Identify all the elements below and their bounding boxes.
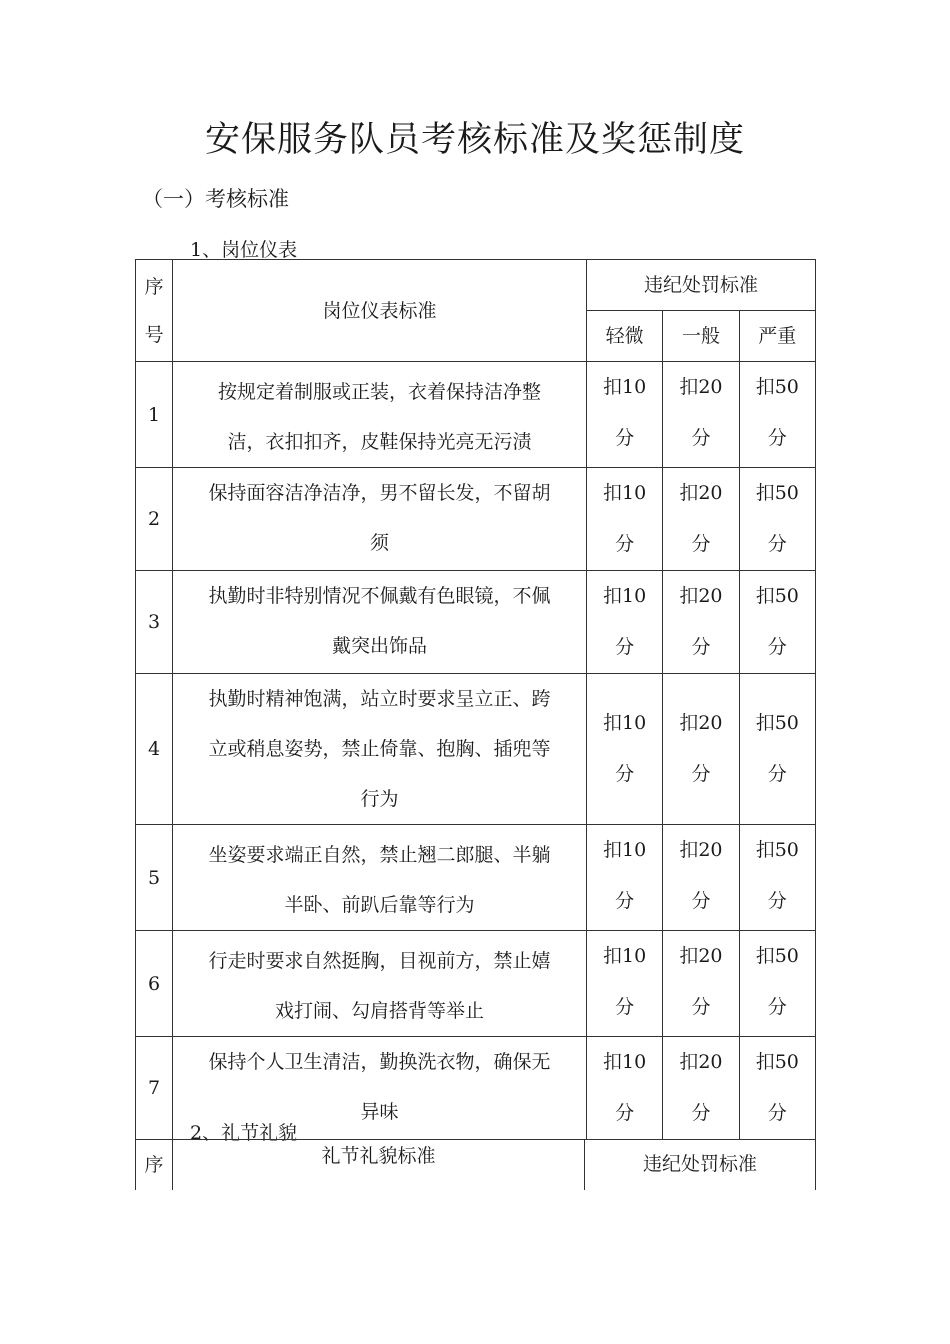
penalty-normal bbox=[663, 362, 739, 468]
header-serial-number bbox=[136, 260, 173, 362]
standard-text-line: 洁，衣扣扣齐，皮鞋保持光亮无污渍 bbox=[227, 431, 532, 453]
penalty-light bbox=[586, 674, 662, 825]
penalty-severe-unit: 分 bbox=[767, 427, 787, 449]
row-standard-text bbox=[173, 825, 587, 931]
header-serial-line2: 号 bbox=[144, 323, 164, 346]
penalty-severe-amount: 扣50 bbox=[755, 585, 799, 607]
penalty-normal-unit: 分 bbox=[691, 763, 711, 785]
standard-text-line: 行走时要求自然挺胸，目视前方，禁止嬉 bbox=[208, 950, 551, 972]
penalty-severe-amount: 扣50 bbox=[755, 1051, 799, 1073]
appearance-standards-table bbox=[135, 259, 816, 1140]
penalty-severe bbox=[739, 931, 815, 1037]
penalty-severe-amount: 扣50 bbox=[755, 712, 799, 734]
penalty-normal-amount: 扣20 bbox=[679, 1051, 723, 1073]
penalty-severe-amount: 扣50 bbox=[755, 482, 799, 504]
standard-text-line: 立或稍息姿势，禁止倚靠、抱胸、插兜等 bbox=[208, 738, 551, 760]
penalty-severe-unit: 分 bbox=[767, 763, 787, 785]
penalty-light-unit: 分 bbox=[615, 427, 635, 449]
penalty-normal bbox=[663, 1037, 739, 1140]
penalty-severe-unit: 分 bbox=[767, 996, 787, 1018]
row-serial-number: 1 bbox=[136, 362, 173, 468]
penalty-light-amount: 扣10 bbox=[603, 482, 647, 504]
row-standard-text bbox=[173, 468, 587, 571]
header-light: 轻微 bbox=[586, 311, 662, 362]
penalty-light-amount: 扣10 bbox=[603, 585, 647, 607]
subsection-heading-etiquette: 2、礼节礼貌 bbox=[190, 1122, 298, 1144]
standard-text-line: 戴突出饰品 bbox=[332, 635, 428, 657]
penalty-light-amount: 扣10 bbox=[603, 712, 647, 734]
document-title: 安保服务队员考核标准及奖惩制度 bbox=[204, 120, 745, 160]
table-header-row bbox=[136, 260, 816, 311]
standard-text-line: 执勤时精神饱满，站立时要求呈立正、跨 bbox=[208, 688, 551, 710]
penalty-light-unit: 分 bbox=[615, 533, 635, 555]
penalty-light-amount: 扣10 bbox=[603, 839, 647, 861]
penalty-light-amount: 扣10 bbox=[603, 1051, 647, 1073]
row-serial-number: 7 bbox=[136, 1037, 173, 1140]
penalty-normal bbox=[663, 825, 739, 931]
subsection-heading-appearance: 1、岗位仪表 bbox=[190, 239, 298, 261]
row-standard-text bbox=[173, 674, 587, 825]
penalty-light-amount: 扣10 bbox=[603, 376, 647, 398]
penalty-normal bbox=[663, 674, 739, 825]
table-row bbox=[136, 931, 816, 1037]
header-severe: 严重 bbox=[739, 311, 815, 362]
standard-text-line: 异味 bbox=[360, 1101, 399, 1123]
penalty-normal-amount: 扣20 bbox=[679, 376, 723, 398]
header-serial-line1: 序 bbox=[144, 275, 164, 298]
row-standard-text bbox=[173, 931, 587, 1037]
penalty-severe-unit: 分 bbox=[767, 890, 787, 912]
penalty-normal bbox=[663, 468, 739, 571]
penalty-severe-amount: 扣50 bbox=[755, 839, 799, 861]
penalty-normal-amount: 扣20 bbox=[679, 585, 723, 607]
penalty-severe-unit: 分 bbox=[767, 533, 787, 555]
penalty-normal bbox=[663, 571, 739, 674]
row-serial-number: 4 bbox=[136, 674, 173, 825]
penalty-light bbox=[586, 825, 662, 931]
penalty-severe bbox=[739, 571, 815, 674]
standard-text-line: 按规定着制服或正装，衣着保持洁净整 bbox=[218, 381, 542, 403]
header-serial-number: 序 bbox=[136, 1140, 173, 1191]
penalty-severe-amount: 扣50 bbox=[755, 945, 799, 967]
row-serial-number: 5 bbox=[136, 825, 173, 931]
header-penalty: 违纪处罚标准 bbox=[586, 260, 815, 311]
standard-text-line: 半卧、前趴后靠等行为 bbox=[284, 894, 475, 916]
penalty-severe bbox=[739, 674, 815, 825]
standard-text-line: 戏打闹、勾肩搭背等举止 bbox=[275, 1000, 485, 1022]
penalty-severe bbox=[739, 1037, 815, 1140]
penalty-normal-unit: 分 bbox=[691, 427, 711, 449]
row-serial-number: 3 bbox=[136, 571, 173, 674]
standard-text-line: 保持面容洁净洁净，男不留长发，不留胡 bbox=[208, 482, 551, 504]
penalty-normal bbox=[663, 931, 739, 1037]
table-row bbox=[136, 571, 816, 674]
row-serial-number: 6 bbox=[136, 931, 173, 1037]
standard-text-line: 执勤时非特别情况不佩戴有色眼镜，不佩 bbox=[208, 585, 551, 607]
penalty-light bbox=[586, 571, 662, 674]
standard-text-line: 须 bbox=[370, 532, 390, 554]
penalty-severe bbox=[739, 825, 815, 931]
table-row bbox=[136, 674, 816, 825]
etiquette-standards-table bbox=[135, 1139, 816, 1190]
penalty-severe-amount: 扣50 bbox=[755, 376, 799, 398]
penalty-normal-unit: 分 bbox=[691, 996, 711, 1018]
penalty-light bbox=[586, 362, 662, 468]
penalty-normal-amount: 扣20 bbox=[679, 712, 723, 734]
penalty-severe bbox=[739, 362, 815, 468]
row-serial-number: 2 bbox=[136, 468, 173, 571]
penalty-normal-unit: 分 bbox=[691, 1102, 711, 1124]
penalty-light bbox=[586, 931, 662, 1037]
header-normal: 一般 bbox=[663, 311, 739, 362]
penalty-light-unit: 分 bbox=[615, 1102, 635, 1124]
table-header-row bbox=[136, 1140, 816, 1191]
penalty-normal-amount: 扣20 bbox=[679, 482, 723, 504]
penalty-light-unit: 分 bbox=[615, 636, 635, 658]
standard-text-line: 行为 bbox=[360, 788, 399, 810]
penalty-light bbox=[586, 1037, 662, 1140]
penalty-light-unit: 分 bbox=[615, 763, 635, 785]
standard-text-line: 坐姿要求端正自然，禁止翘二郎腿、半躺 bbox=[208, 844, 551, 866]
header-standard: 岗位仪表标准 bbox=[173, 260, 587, 362]
row-standard-text bbox=[173, 362, 587, 468]
penalty-normal-unit: 分 bbox=[691, 533, 711, 555]
header-standard: 礼节礼貌标准 bbox=[173, 1140, 585, 1191]
table-row bbox=[136, 468, 816, 571]
penalty-normal-unit: 分 bbox=[691, 890, 711, 912]
penalty-light bbox=[586, 468, 662, 571]
penalty-severe-unit: 分 bbox=[767, 1102, 787, 1124]
penalty-severe bbox=[739, 468, 815, 571]
penalty-normal-unit: 分 bbox=[691, 636, 711, 658]
penalty-light-amount: 扣10 bbox=[603, 945, 647, 967]
penalty-light-unit: 分 bbox=[615, 996, 635, 1018]
penalty-light-unit: 分 bbox=[615, 890, 635, 912]
header-penalty: 违纪处罚标准 bbox=[585, 1140, 816, 1191]
row-standard-text bbox=[173, 571, 587, 674]
penalty-normal-amount: 扣20 bbox=[679, 839, 723, 861]
penalty-severe-unit: 分 bbox=[767, 636, 787, 658]
penalty-normal-amount: 扣20 bbox=[679, 945, 723, 967]
section-heading: （一）考核标准 bbox=[142, 187, 289, 211]
standard-text-line: 保持个人卫生清洁，勤换洗衣物，确保无 bbox=[208, 1051, 551, 1073]
table-row bbox=[136, 362, 816, 468]
table-row bbox=[136, 825, 816, 931]
